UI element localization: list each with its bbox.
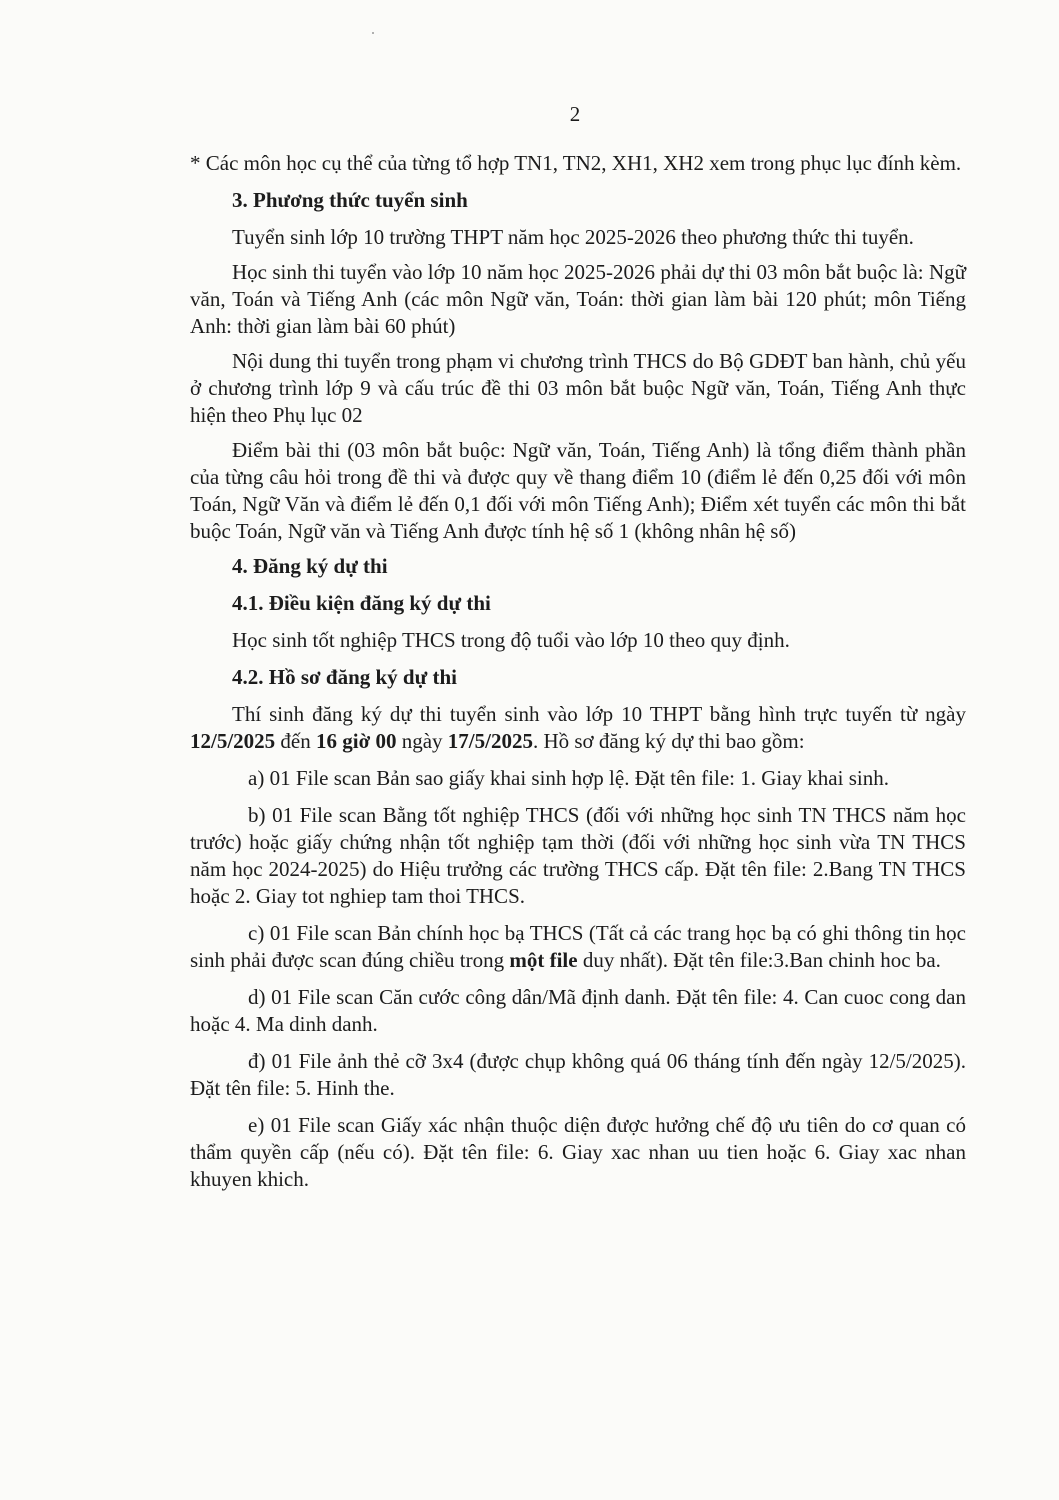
- section-4-1-heading: 4.1. Điều kiện đăng ký dự thi: [232, 591, 491, 615]
- section-3-paragraph-3: Nội dung thi tuyển trong phạm vi chương trình THCS do Bộ GDĐT ban hành, chủ yếu ở chương trình lớp 9 và cấu trúc đề thi 03 môn bắt buộc Ngữ văn, Toán, Tiếng Anh thực hiện theo Phụ lục 02: [190, 349, 966, 427]
- dossier-item-c: [190, 920, 966, 974]
- intro-end-time: 16 giờ 00: [316, 729, 397, 753]
- intro-start-date: 12/5/2025: [190, 729, 276, 753]
- dossier-item-dd: đ) 01 File ảnh thẻ cỡ 3x4 (được chụp không quá 06 tháng tính đến ngày 12/5/2025). Đặt tên file: 5. Hinh the.: [190, 1049, 966, 1100]
- section-3-paragraph-1: Tuyển sinh lớp 10 trường THPT năm học 2025-2026 theo phương thức thi tuyển.: [232, 225, 914, 249]
- item-c-text-a: c) 01 File scan Bản chính học bạ THCS (Tất cả các trang học bạ có ghi thông tin học sinh phải được scan đúng chiều trong: [190, 921, 966, 972]
- dossier-item-e: e) 01 File scan Giấy xác nhận thuộc diện được hưởng chế độ ưu tiên do cơ quan có thẩm quyền cấp (nếu có). Đặt tên file: 6. Giay xac nhan uu tien hoặc 6. Giay xac nhan khuyen khich.: [190, 1113, 966, 1191]
- section-3-heading: 3. Phương thức tuyển sinh: [232, 188, 468, 212]
- section-3-paragraph-2: Học sinh thi tuyển vào lớp 10 năm học 2025-2026 phải dự thi 03 môn bắt buộc là: Ngữ văn, Toán và Tiếng Anh (các môn Ngữ văn, Toán: thời gian làm bài 120 phút; môn Tiếng Anh: thời gian làm bài 60 phút): [190, 260, 966, 338]
- intro-text-b: đến: [275, 729, 316, 753]
- section-4-2-intro: [190, 701, 966, 755]
- intro-text-c: ngày: [396, 729, 448, 753]
- combination-note: * Các môn học cụ thể của từng tổ hợp TN1, TN2, XH1, XH2 xem trong phục lục đính kèm.: [190, 151, 962, 175]
- intro-end-date: 17/5/2025: [447, 729, 533, 753]
- dossier-item-d: d) 01 File scan Căn cước công dân/Mã định danh. Đặt tên file: 4. Can cuoc cong dan hoặc 4. Ma dinh danh.: [190, 985, 966, 1036]
- item-c-text-b: duy nhất). Đặt tên file:3.Ban chinh hoc ba.: [577, 948, 941, 972]
- section-4-heading: 4. Đăng ký dự thi: [232, 554, 388, 578]
- section-3-paragraph-4: Điểm bài thi (03 môn bắt buộc: Ngữ văn, Toán, Tiếng Anh) là tổng điểm thành phần của từng câu hỏi trong đề thi và được quy về thang điểm 10 (điểm lẻ đến 0,25 đối với môn Toán, Ngữ Văn và điểm lẻ đến 0,1 đối với môn Tiếng Anh); Điểm xét tuyển các môn thi bắt buộc Toán, Ngữ văn và Tiếng Anh được tính hệ số 1 (không nhân hệ số): [190, 438, 966, 543]
- intro-text-a: Thí sinh đăng ký dự thi tuyển sinh vào lớp 10 THPT bằng hình trực tuyến từ ngày: [232, 702, 966, 726]
- document-body: [190, 150, 966, 1203]
- dossier-item-a: a) 01 File scan Bản sao giấy khai sinh hợp lệ. Đặt tên file: 1. Giay khai sinh.: [248, 766, 889, 790]
- dossier-item-b: b) 01 File scan Bằng tốt nghiệp THCS (đối với những học sinh TN THCS năm học trước) hoặc giấy chứng nhận tốt nghiệp tạm thời (đối với những học sinh vừa TN THCS năm học 2024-2025) do Hiệu trưởng các trường THCS cấp. Đặt tên file: 2.Bang TN THCS hoặc 2. Giay tot nghiep tam thoi THCS.: [190, 803, 966, 908]
- page-number: 2: [569, 102, 581, 126]
- section-4-2-heading: 4.2. Hồ sơ đăng ký dự thi: [232, 665, 457, 689]
- item-c-bold: một file: [509, 948, 578, 972]
- section-4-1-text: Học sinh tốt nghiệp THCS trong độ tuổi vào lớp 10 theo quy định.: [232, 628, 790, 652]
- intro-text-d: . Hồ sơ đăng ký dự thi bao gồm:: [532, 729, 805, 753]
- scan-speck: [372, 32, 374, 34]
